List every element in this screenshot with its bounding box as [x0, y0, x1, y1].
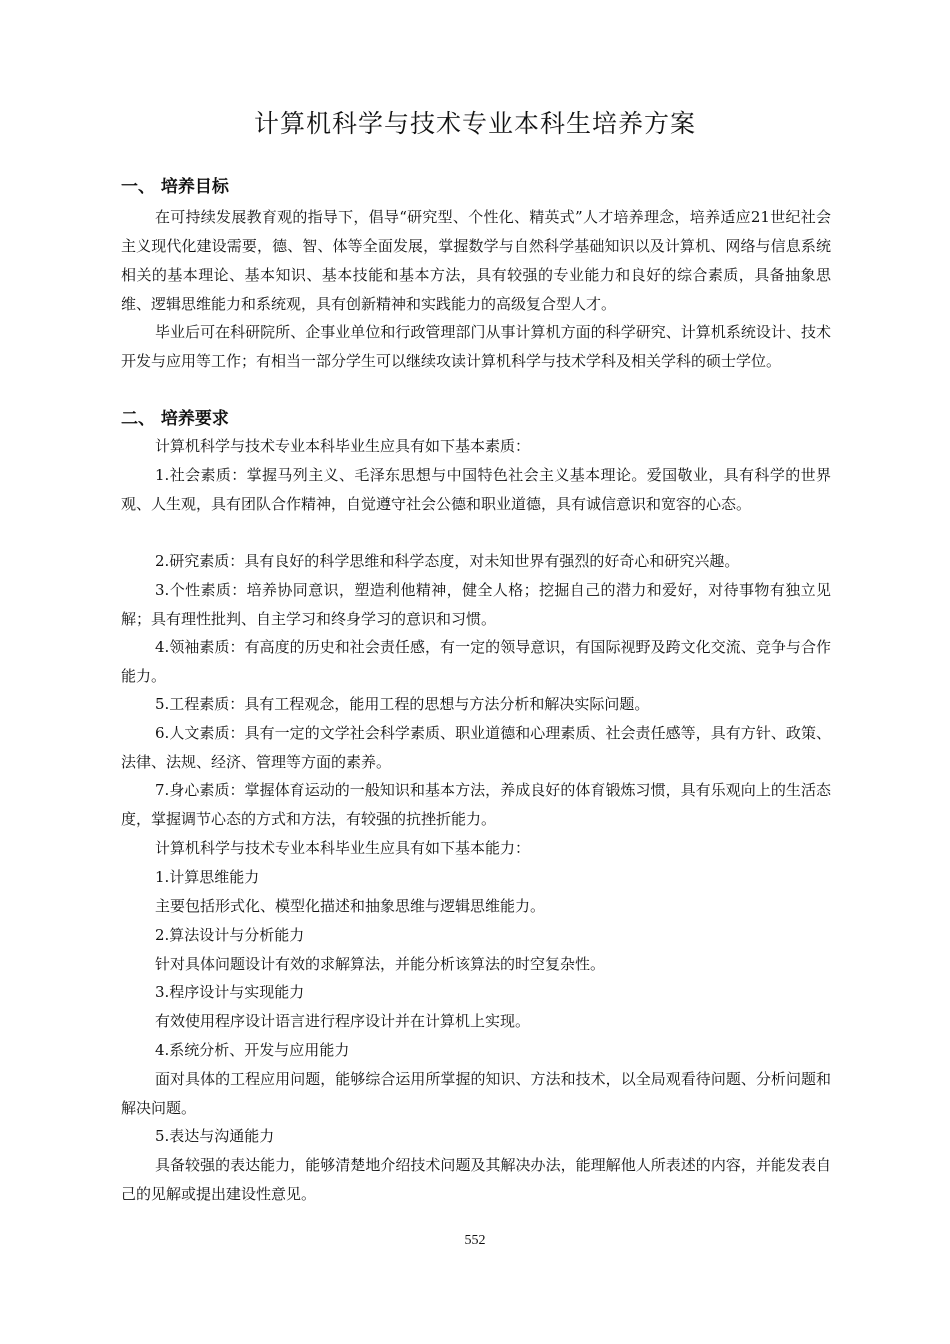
quality-item-7: 7.身心素质：掌握体育运动的一般知识和基本方法，养成良好的体育锻炼习惯，具有乐观向上的生活态度，掌握调节心态的方式和方法，有较强的抗挫折能力。: [121, 781, 831, 828]
ability-desc-2: 针对具体问题设计有效的求解算法，并能分析该算法的时空复杂性。: [155, 955, 606, 973]
quality-item-3: 3.个性素质：培养协同意识，塑造利他精神，健全人格；挖掘自己的潜力和爱好，对待事物有独立见解；具有理性批判、自主学习和终身学习的意识和习惯。: [121, 581, 831, 628]
quality-item-1: 1.社会素质：掌握马列主义、毛泽东思想与中国特色社会主义基本理论。爱国敬业，具有科学的世界观、人生观，具有团队合作精神，自觉遵守社会公德和职业道德，具有诚信意识和宽容的心态。: [121, 466, 831, 513]
goals-paragraph-1: 在可持续发展教育观的指导下，倡导“研究型、个性化、精英式”人才培养理念，培养适应21世纪社会主义现代化建设需要，德、智、体等全面发展，掌握数学与自然科学基础知识以及计算机、网络与信息系统相关的基本理论、基本知识、基本技能和基本方法，具有较强的专业能力和良好的综合素质，具备抽象思维、逻辑思维能力和系统观，具有创新精神和实践能力的高级复合型人才。: [121, 208, 831, 313]
quality-item-2: 2.研究素质：具有良好的科学思维和科学态度，对未知世界有强烈的好奇心和研究兴趣。: [155, 552, 740, 570]
ability-name-1: 1.计算思维能力: [155, 868, 260, 886]
goals-paragraph-2: 毕业后可在科研院所、企事业单位和行政管理部门从事计算机方面的科学研究、计算机系统设计、技术开发与应用等工作；有相当一部分学生可以继续攻读计算机科学与技术学科及相关学科的硕士学位。: [121, 323, 831, 370]
ability-name-2: 2.算法设计与分析能力: [155, 926, 305, 944]
ability-desc-3: 有效使用程序设计语言进行程序设计并在计算机上实现。: [155, 1012, 531, 1030]
ability-desc-1: 主要包括形式化、模型化描述和抽象思维与逻辑思维能力。: [155, 897, 546, 915]
quality-item-6: 6.人文素质：具有一定的文学社会科学素质、职业道德和心理素质、社会责任感等，具有方针、政策、法律、法规、经济、管理等方面的素养。: [121, 724, 831, 771]
page-number: 552: [464, 1233, 486, 1248]
quality-item-4: 4.领袖素质：有高度的历史和社会责任感，有一定的领导意识，有国际视野及跨文化交流、竞争与合作能力。: [121, 638, 831, 685]
ability-name-4: 4.系统分析、开发与应用能力: [155, 1041, 350, 1059]
qualities-intro: 计算机科学与技术专业本科毕业生应具有如下基本素质：: [155, 437, 531, 455]
abilities-intro: 计算机科学与技术专业本科毕业生应具有如下基本能力：: [155, 839, 531, 857]
section-heading-goals: 一、 培养目标: [121, 177, 229, 197]
ability-desc-4: 面对具体的工程应用问题，能够综合运用所掌握的知识、方法和技术，以全局观看待问题、分析问题和解决问题。: [121, 1070, 831, 1117]
section-heading-requirements: 二、 培养要求: [121, 409, 229, 429]
ability-name-5: 5.表达与沟通能力: [155, 1127, 275, 1145]
quality-item-5: 5.工程素质：具有工程观念，能用工程的思想与方法分析和解决实际问题。: [155, 695, 650, 713]
ability-desc-5: 具备较强的表达能力，能够清楚地介绍技术问题及其解决办法，能理解他人所表述的内容，并能发表自己的见解或提出建设性意见。: [121, 1156, 831, 1203]
ability-name-3: 3.程序设计与实现能力: [155, 983, 305, 1001]
page-title: 计算机科学与技术专业本科生培养方案: [253, 109, 696, 138]
